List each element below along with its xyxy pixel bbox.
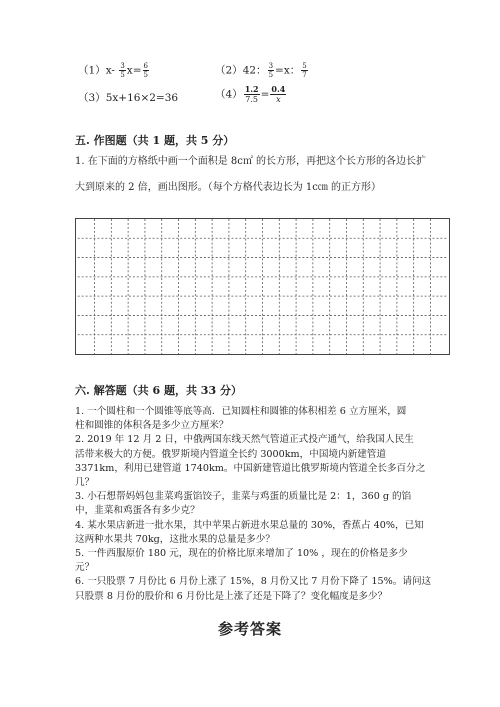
problem-line: 5. 一件西服原价 180 元，现在的价格比原来增加了 10% ，现在的价格是多少: [75, 548, 408, 560]
drawing-question-line: 1. 在下面的方格纸中画一个面积是 8c㎡ 的长方形，再把这个长方形的各边长扩: [75, 156, 427, 167]
problem-line: 只股票 8 月份的股价和 6 月份比是上涨了还是下降了？变化幅度是多少？: [75, 590, 388, 602]
equation-term: x=: [126, 64, 142, 77]
equation-label: （3）: [78, 92, 106, 104]
equation-term: x-: [105, 64, 115, 77]
problem-line: 柱和圆锥的体积各是多少立方厘米？: [75, 420, 229, 432]
problem-line: 3371km，利用已建管道 1740km。中国新建管道比俄罗斯境内管道全长多百分之: [75, 462, 426, 474]
fraction-denominator: 5: [143, 71, 148, 79]
problem-line: 活带来极大的方便。俄罗斯境内管道全长约 3000km，中国境内新建管道: [75, 448, 386, 460]
problem-line: 中，韭菜和鸡蛋各有多少克？: [75, 505, 200, 517]
fraction-numerator: 3: [120, 62, 125, 70]
answer-section-title: 参考答案: [218, 620, 283, 638]
grid-paper: [75, 218, 450, 355]
problem-line: 3. 小石想帮妈妈包韭菜鸡蛋馅饺子，韭菜与鸡蛋的质量比是 2：1，360 g 的馅: [75, 491, 412, 503]
equation-term: =: [260, 88, 270, 101]
fraction-numerator: 0.4: [271, 84, 286, 94]
equation-4: [215, 85, 287, 104]
drawing-question-line: 大到原来的 2 倍，画出图形。（每个方格代表边长为 1c㎝ 的正方形）: [75, 182, 382, 193]
fraction-numerator: 5: [302, 62, 307, 70]
fraction-numerator: 3: [268, 62, 274, 70]
fraction: [270, 85, 286, 104]
problem-line: 1. 一个圆柱和一个圆锥等底等高．已知圆柱和圆锥的体积相差 6 立方厘米，圆: [75, 406, 407, 417]
problems-list: [75, 405, 455, 604]
fraction-numerator: 1.2: [244, 84, 259, 94]
problem-line: 2. 2019 年 12 月 2 日，中俄两国东线天然气管道正式投产通气，给我国人民生: [75, 434, 414, 446]
fraction-denominator: 7: [302, 71, 307, 79]
equation-label: （4）: [215, 88, 243, 101]
equation-1: [78, 62, 150, 79]
fraction: [301, 62, 307, 79]
equation-label: （2）: [215, 64, 243, 77]
equation-label: （1）: [78, 64, 106, 77]
equation-term: =x：: [275, 64, 301, 77]
problem-line: 几？: [75, 477, 95, 489]
fraction-denominator: 5: [120, 71, 125, 79]
section-title-problems: 六. 解答题（共 6 题，共 33 分）: [75, 384, 242, 397]
fraction: [268, 62, 274, 79]
fraction-numerator: 6: [143, 62, 148, 70]
fraction-denominator: x: [276, 95, 281, 104]
equation-term: 42：: [242, 64, 267, 77]
section-title-drawing: 五. 作图题（共 1 题，共 5 分）: [75, 134, 235, 147]
fraction-denominator: 5: [268, 71, 274, 79]
equation-2: [215, 62, 309, 79]
fraction: [143, 62, 149, 79]
problem-line: 4. 某水果店新进一批水果，其中苹果占新进水果总量的 30%，香蕉占 40%，已知: [75, 519, 424, 531]
fraction-denominator: 7.5: [245, 95, 259, 104]
fraction: [119, 62, 125, 79]
problem-line: 这两种水果共 70kg，这批水果的总量是多少？: [75, 533, 275, 545]
fraction: [244, 85, 260, 104]
problem-line: 元？: [75, 562, 95, 574]
equation-term: 5x+16×2=36: [105, 92, 179, 104]
problem-line: 6. 一只股票 7 月份比 6 月份上涨了 15%，8 月份又比 7 月份下降了 15%。请问这: [75, 576, 432, 588]
equation-3: [78, 90, 178, 105]
